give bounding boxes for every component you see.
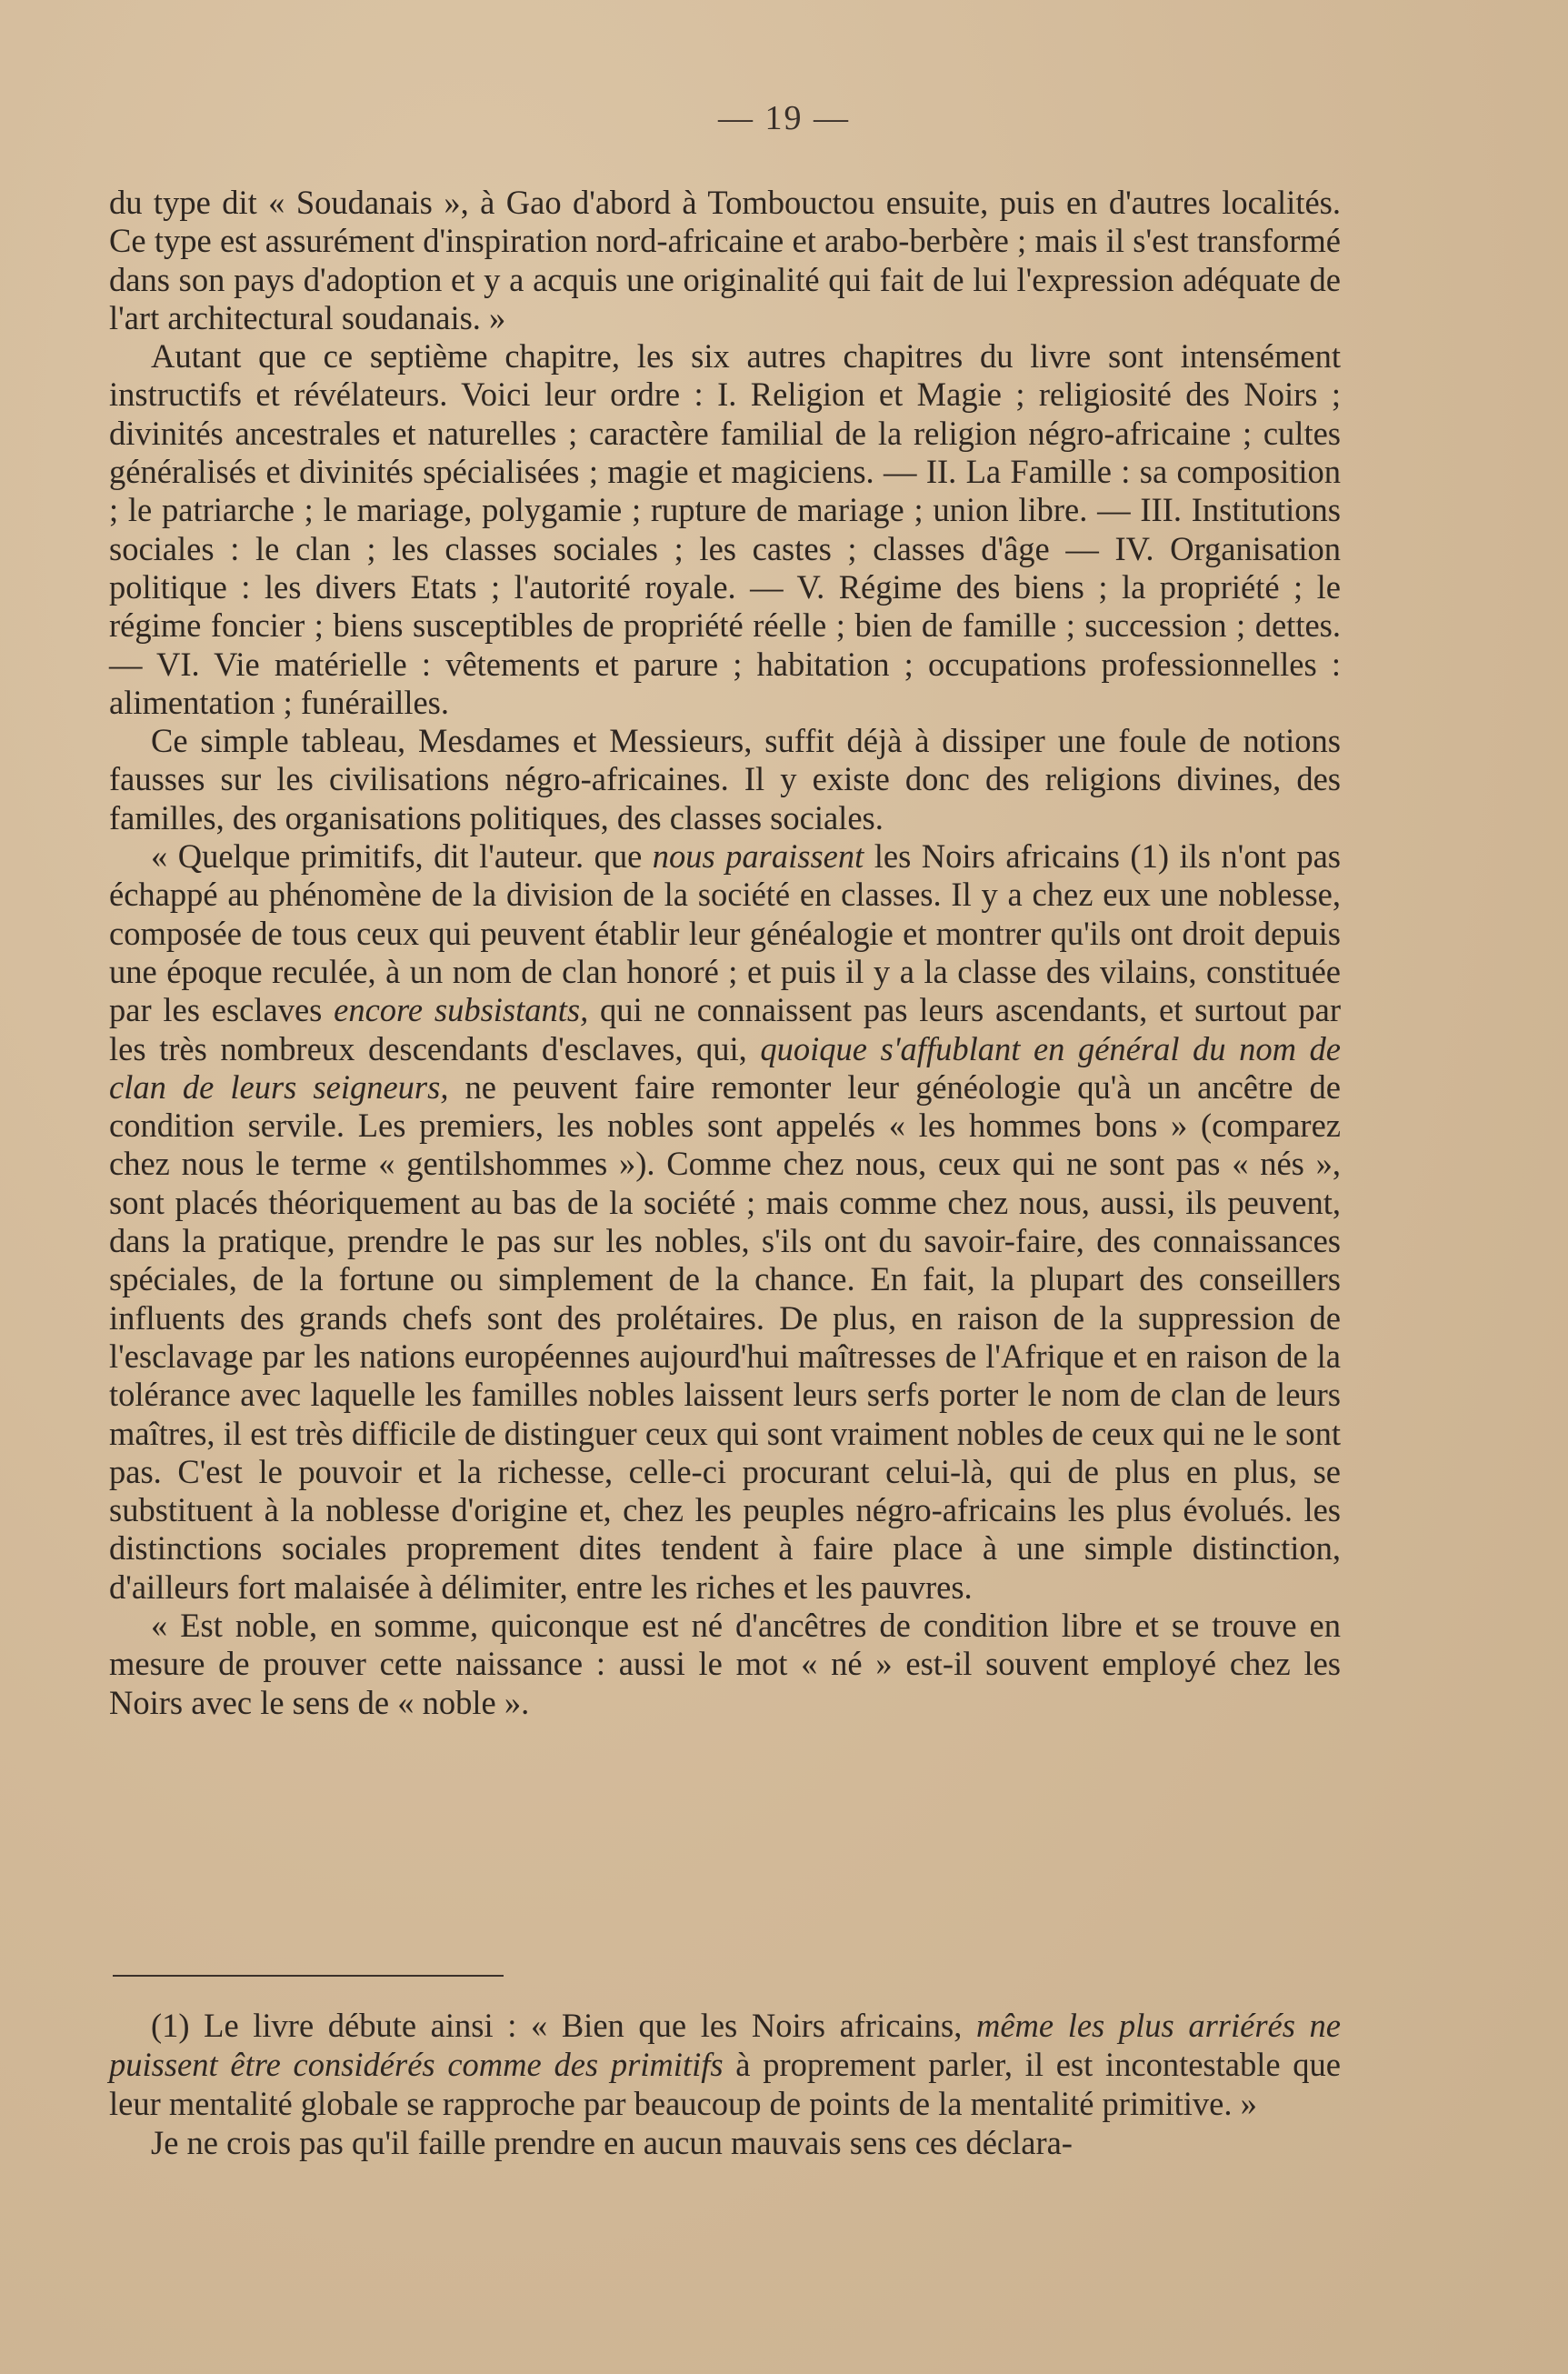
footnote-1-italic: même les plus arriérés ne puissent être considérés comme des primitifs: [109, 2007, 1341, 2083]
paragraph-4-text-a: « Quelque primitifs, dit l'auteur. que: [151, 837, 653, 876]
footnote-1: [109, 2006, 1341, 2123]
paragraph-5: « Est noble, en somme, quiconque est né d'ancêtres de condition libre et se trouve en mesure de prouver cette naissance : aussi le mot « né » est-il souvent employé chez les Noirs avec le sens de « noble ».: [109, 1606, 1341, 1721]
paragraph-2: Autant que ce septième chapitre, les six autres chapitres du livre sont intensément instructifs et révélateurs. Voici leur ordre : I. Religion et Magie ; religiosité des Noirs ; divinités ancestrales et naturelles ; caractère familial de la religion négro-africaine ; cultes généralisés et divinités spécialisées ; magie et magiciens. — II. La Famille : sa composition ; le patriarche ; le mariage, polygamie ; rupture de mariage ; union libre. — III. Institutions sociales : le clan ; les classes sociales ; les castes ; classes d'âge — IV. Organisation politique : les divers Etats ; l'autorité royale. — V. Régime des biens ; la propriété ; le régime foncier ; biens susceptibles de propriété réelle ; bien de famille ; succession ; dettes. — VI. Vie matérielle : vêtements et parure ; habitation ; occupations professionnelles : alimentation ; funérailles.: [109, 337, 1341, 721]
footnotes: [109, 2006, 1341, 2162]
paragraph-4-text-d: ne peuvent faire remonter leur généologie qu'à un ancêtre de condition servile. Les premiers, les nobles sont appelés « les hommes bons » (comparez chez nous le terme « gentilshommes »). Comme chez nous, ceux qui ne sont pas « nés », sont placés théoriquement au bas de la société ; mais comme chez nous, aussi, ils peuvent, dans la pratique, prendre le pas sur les nobles, s'ils ont du savoir-faire, des connaissances spéciales, de la fortune ou simplement de la chance. En fait, la plupart des conseillers influents des grands chefs sont des prolétaires. De plus, en raison de la suppression de l'esclavage par les nations européennes aujourd'hui maîtresses de l'Afrique et en raison de la tolérance avec laquelle les familles nobles laissent leurs serfs porter le nom de clan de leurs maîtres, il est très difficile de distinguer ceux qui sont vraiment nobles de ceux qui ne le sont pas. C'est le pouvoir et la richesse, celle-ci procurant celui-là, qui de plus en plus, se substituent à la noblesse d'origine et, chez les peuples négro-africains les plus évolués. les distinctions sociales proprement dites tendent à faire place à une simple distinction, d'ailleurs fort malaisée à délimiter, entre les riches et les pauvres.: [109, 1067, 1341, 1606]
paragraph-4-italic-c: quoique s'affublant en général du nom de clan de leurs seigneurs,: [109, 1029, 1341, 1106]
paragraph-4-text-b: les Noirs africains (1) ils n'ont pas échappé au phénomène de la division de la société en classes. Il y a chez eux une noblesse, composée de tous ceux qui peuvent établir leur généalogie et montrer qu'ils ont droit depuis une époque reculée, à un nom de clan honoré ; et puis il y a la classe des vilains, constituée par les esclaves: [109, 837, 1341, 1029]
paragraph-3: Ce simple tableau, Mesdames et Messieurs, suffit déjà à dissiper une foule de notions fausses sur les civilisations négro-africaines. Il y existe donc des religions divines, des familles, des organisations politiques, des classes sociales.: [109, 722, 1341, 836]
paragraph-1: du type dit « Soudanais », à Gao d'abord à Tombouctou ensuite, puis en d'autres localités. Ce type est assurément d'inspiration nord-africaine et arabo-berbère ; mais il s'est transformé dans son pays d'adoption et y a acquis une originalité qui fait de lui l'expression adéquate de l'art architectural soudanais. »: [109, 184, 1341, 336]
footnote-2: Je ne crois pas qu'il faille prendre en aucun mauvais sens ces déclara-: [151, 2124, 1073, 2161]
paragraph-4: [109, 837, 1341, 1607]
footnote-divider: [113, 1975, 504, 1977]
footnote-1-text-b: à proprement parler, il est incontestable que leur mentalité globale se rapproche par beaucoup de points de la mentalité primitive. »: [109, 2046, 1341, 2122]
paragraph-4-italic-a: nous paraissent: [652, 837, 864, 876]
page-number: — 19 —: [718, 99, 850, 137]
paragraph-4-text-c: qui ne connaissent pas leurs ascendants, et surtout par les très nombreux descendants d'esclaves, qui,: [109, 991, 1341, 1067]
paragraph-4-italic-b: encore subsistants,: [334, 991, 589, 1029]
footnote-1-text-a: (1) Le livre débute ainsi : « Bien que les Noirs africains,: [151, 2007, 976, 2044]
main-text: [109, 184, 1341, 1722]
